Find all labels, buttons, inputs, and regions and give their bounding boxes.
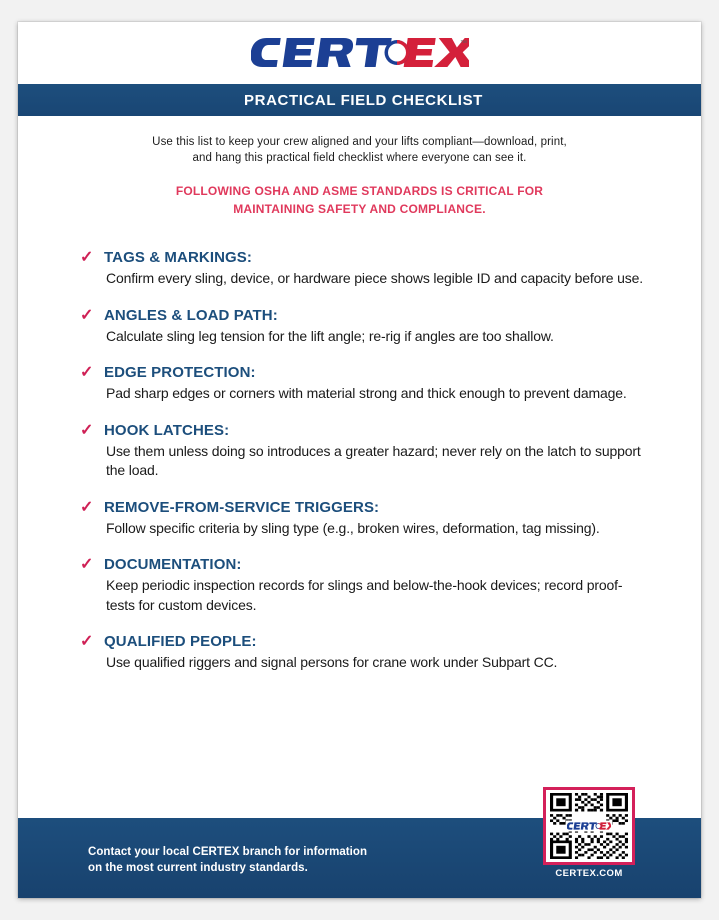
checklist-item-heading: EDGE PROTECTION: <box>104 364 256 381</box>
check-icon: ✓ <box>80 306 94 324</box>
critical-notice <box>18 183 701 218</box>
check-icon: ✓ <box>80 633 94 650</box>
checklist-item-heading: TAGS & MARKINGS: <box>104 249 252 266</box>
intro-line-1: Use this list to keep your crew aligned and your lifts compliant—download, print, <box>152 136 567 148</box>
checklist-sheet <box>18 22 701 898</box>
checklist-item-hook-latches <box>80 421 660 481</box>
checklist-item-body: Pad sharp edges or corners with material strong and thick enough to prevent damage. <box>106 385 627 401</box>
check-icon: ✓ <box>80 556 94 573</box>
page-title: PRACTICAL FIELD CHECKLIST <box>244 91 483 109</box>
qr-code-frame[interactable] <box>543 787 635 865</box>
checklist-item-angles-load-path <box>80 306 660 347</box>
intro-line-2: and hang this practical field checklist where everyone can see it. <box>192 152 527 164</box>
trademark-glyph: ™ <box>459 40 467 47</box>
footer-line-2: on the most current industry standards. <box>88 862 308 874</box>
logo-area <box>18 22 701 84</box>
critical-line-2: MAINTAINING SAFETY AND COMPLIANCE. <box>233 201 486 216</box>
certex-logo-small-icon <box>567 822 611 831</box>
checklist-item-body: Calculate sling leg tension for the lift angle; re-rig if angles are too shallow. <box>106 327 554 344</box>
checklist-item-documentation <box>80 555 660 615</box>
checklist-item-tags-markings <box>80 248 660 289</box>
check-icon: ✓ <box>80 364 94 381</box>
qr-code[interactable] <box>550 793 628 859</box>
footer-line-1: Contact your local CERTEX branch for information <box>88 846 368 858</box>
checklist-item-heading: QUALIFIED PEOPLE: <box>104 633 257 650</box>
checklist-item-heading: DOCUMENTATION: <box>104 556 242 573</box>
intro-block <box>18 134 701 166</box>
checklist <box>80 248 660 673</box>
check-icon: ✓ <box>80 498 94 516</box>
checklist-item-qualified-people <box>80 632 660 673</box>
checklist-item-body: Use qualified riggers and signal persons for crane work under Subpart CC. <box>106 654 558 670</box>
checklist-item-heading: ANGLES & LOAD PATH: <box>104 306 278 324</box>
check-icon: ✓ <box>80 249 94 266</box>
checklist-item-body: Follow specific criteria by sling type (e.g., broken wires, deformation, tag missing). <box>106 519 600 536</box>
certex-logo <box>251 35 469 71</box>
title-bar <box>18 84 701 116</box>
checklist-item-heading: REMOVE-FROM-SERVICE TRIGGERS: <box>104 498 380 516</box>
footer-contact-text <box>88 844 367 876</box>
qr-block[interactable] <box>543 787 635 879</box>
checklist-item-body: Keep periodic inspection records for slings and below-the-hook devices; record proof-tests for custom devices. <box>106 577 623 613</box>
qr-center-logo <box>566 821 612 832</box>
certex-logo-icon <box>251 36 469 70</box>
qr-caption: CERTEX.COM <box>555 868 623 879</box>
checklist-item-body: Use them unless doing so introduces a greater hazard; never rely on the latch to support the load. <box>106 442 641 478</box>
checklist-item-heading: HOOK LATCHES: <box>104 421 230 439</box>
check-icon: ✓ <box>80 421 94 439</box>
critical-line-1: FOLLOWING OSHA AND ASME STANDARDS IS CRITICAL FOR <box>175 184 544 198</box>
checklist-item-edge-protection <box>80 363 660 404</box>
checklist-item-body: Confirm every sling, device, or hardware piece shows legible ID and capacity before use. <box>106 270 643 286</box>
checklist-item-remove-from-service-triggers <box>80 498 660 539</box>
